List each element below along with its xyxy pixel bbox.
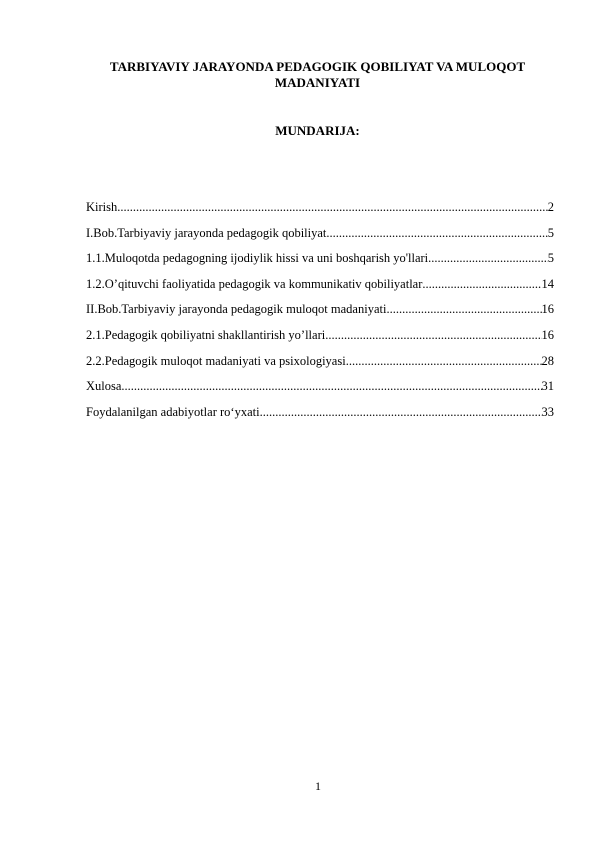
toc-entry-label: 2.2.Pedagogik muloqot madaniyati va psixologiyasi [86, 353, 346, 368]
toc-heading: MUNDARIJA: [275, 123, 360, 138]
toc-entry-label: I.Bob.Tarbiyaviy jarayonda pedagogik qobiliyat [86, 225, 327, 240]
toc-dot-leader [422, 276, 541, 292]
toc-entry[interactable] [86, 378, 554, 404]
toc-dot-leader [326, 225, 547, 241]
toc-dot-leader [121, 378, 541, 394]
toc-entry[interactable] [86, 353, 554, 379]
toc-entry-page: 5 [547, 251, 554, 266]
toc-entry-page: 16 [541, 327, 554, 342]
toc-entry[interactable] [86, 301, 554, 327]
toc-dot-leader [428, 250, 548, 266]
toc-entry[interactable] [86, 199, 554, 225]
toc-dot-leader [325, 327, 541, 343]
toc-entry-page: 33 [541, 404, 554, 419]
toc-entry[interactable] [86, 250, 554, 276]
toc-dot-leader [117, 199, 548, 215]
toc-entry[interactable] [86, 225, 554, 251]
toc-entry-label: Kirish [86, 200, 118, 214]
toc-entry-page: 31 [541, 379, 554, 394]
toc-entry-page: 16 [541, 302, 554, 317]
toc-entry-label: Xulosa [86, 379, 122, 394]
toc-entry-page: 5 [547, 225, 554, 240]
toc-entry[interactable] [86, 404, 554, 430]
toc-entry[interactable] [86, 276, 554, 302]
toc-entry-page: 2 [547, 200, 554, 214]
toc-entry-page: 28 [541, 353, 554, 368]
toc-dot-leader [346, 353, 542, 369]
page-number: 1 [315, 779, 321, 793]
toc-entry-label: Foydalanilgan adabiyotlar ro‘yxati [86, 404, 260, 419]
toc-entry-label: 2.1.Pedagogik qobiliyatni shakllantirish yo’llari [86, 327, 326, 342]
toc-entry-page: 14 [541, 276, 554, 291]
toc-entry-label: 1.1.Muloqotda pedagogning ijodiylik hissi va uni boshqarish yo'llari [86, 251, 429, 266]
toc-entry-label: 1.2.O’qituvchi faoliyatida pedagogik va kommunikativ qobiliyatlar [86, 276, 423, 291]
document-title: TARBIYAVIY JARAYONDA PEDAGOGIK QOBILIYAT VA MULOQOT MADANIYATI [109, 59, 526, 90]
toc-entry-label: II.Bob.Tarbiyaviy jarayonda pedagogik muloqot madaniyati [86, 302, 387, 317]
toc-entry[interactable] [86, 327, 554, 353]
toc-dot-leader [386, 301, 541, 317]
table-of-contents [86, 199, 554, 429]
toc-dot-leader [260, 404, 542, 420]
